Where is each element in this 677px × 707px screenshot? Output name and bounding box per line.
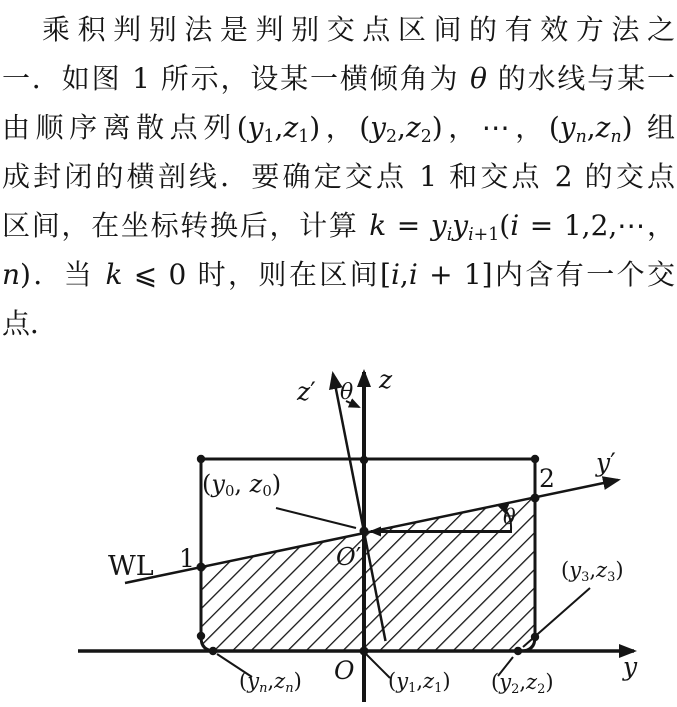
origin-label: O [334,656,355,685]
node-dot-origin [360,647,369,656]
paragraph-line: 一．如图 1 所示，设某一横倾角为 θ 的水线与某一 [2,62,675,95]
point0-label: ($y_0$, $z_0$) [202,470,282,501]
node-dot [209,647,217,655]
pointn-label: $(y_n,z_n)$ [239,669,302,696]
paragraph-line: 区间，在坐标转换后，计算 $k = y_iy_{i+1}(i$ = 1,2,⋯， [2,209,675,246]
point1-label: $(y_1,z_1)$ [388,669,451,696]
node-dot [531,455,539,463]
paragraph-line: 成封闭的横剖线．要确定交点 1 和交点 2 的交点 [2,160,675,193]
node-dot-origin-prime [360,527,369,536]
node-dot-intersection-2 [531,494,540,503]
paragraph-line: n)．当 k ⩽ 0 时，则在区间[i,i + 1]内含有一个交 [2,258,675,291]
paragraph-line: 由顺序离散点列$(y_1,z_1)$，$(y_2,z_2)$，⋯，$(y_n,z_n)$ 组 [2,111,675,148]
leader-point1 [366,654,390,678]
intersection-1-label: 1 [179,544,195,573]
theta-top-label: θ [340,380,354,405]
y-prime-axis-label: y′ [596,448,616,477]
node-dot [197,455,205,463]
origin-prime-label: O′ [336,543,362,571]
node-dot [531,633,539,641]
intersection-2-label: 2 [539,464,555,493]
waterline-label: WL [108,551,154,582]
theta-right-label: θ [503,505,516,529]
hatched-region [201,498,535,651]
node-dot-intersection-1 [197,563,206,572]
node-dot [514,647,522,655]
node-dot [197,632,205,640]
node-dot [360,456,368,464]
point2-label: $(y_2,z_2)$ [491,670,554,697]
point3-label: $(y_3,z_3)$ [561,558,624,585]
y-axis-label: y [623,652,638,681]
z-axis-label: z [379,365,393,394]
z-prime-axis-label: z′ [297,377,316,406]
leader-point0 [276,508,356,528]
paragraph-line: 点． [2,307,59,340]
paragraph-line: 乘积判别法是判别交点区间的有效方法之 [42,13,675,46]
